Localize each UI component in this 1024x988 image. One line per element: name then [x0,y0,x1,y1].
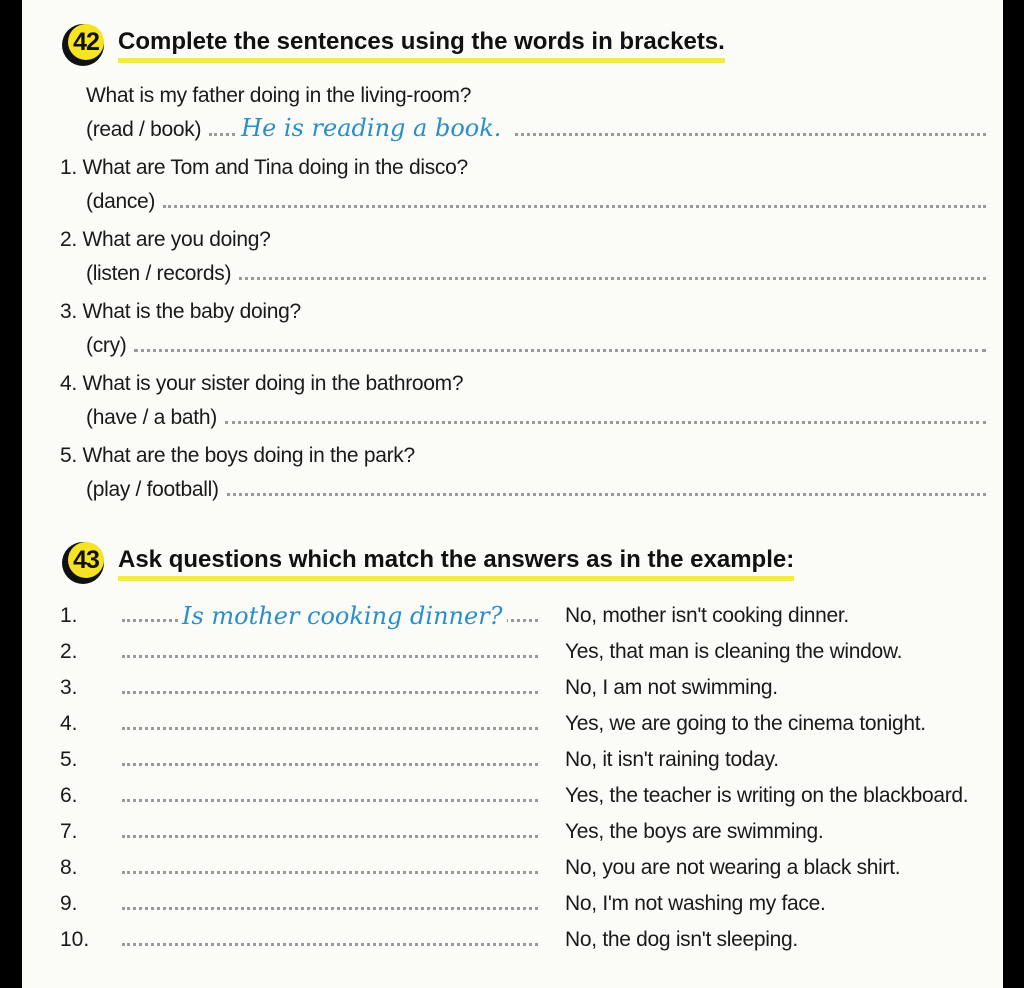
qa-number: 10. [60,928,90,951]
question-number: 1. [60,156,77,179]
exercise-42-title: Complete the sentences using the words in brackets. [118,28,725,63]
example-answer-row [86,112,986,142]
qa-row-2[interactable] [60,636,1000,666]
qa-row-7[interactable] [60,816,1000,846]
qa-row-4[interactable] [60,708,1000,738]
qa-answer: Yes, we are going to the cinema tonight. [565,712,926,735]
qa-blank-4[interactable] [122,727,538,730]
qa-number: 9. [60,892,78,915]
qa-answer: No, I am not swimming. [565,676,778,699]
example-question: What is my father doing in the living-room? [86,84,472,107]
exercise-42-number: 42 [68,24,104,60]
qa-blank-7[interactable] [122,835,538,838]
answer-blank-2[interactable] [239,277,986,280]
cue-1: (dance) [86,190,156,213]
qa-number: 3. [60,676,78,699]
exercise-43-number: 43 [68,542,104,578]
question-number: 3. [60,300,77,323]
example-cue: (read / book) [86,118,202,141]
worksheet-page [22,0,1003,988]
qa-row-8[interactable] [60,852,1000,882]
cue-5: (play / football) [86,478,219,501]
question-3 [60,300,301,324]
exercise-43-badge [62,542,104,584]
qa-number: 2. [60,640,78,663]
answer-blank-4[interactable] [225,421,986,424]
answer-row-4[interactable] [86,400,986,430]
qa-blank-10[interactable] [122,943,538,946]
qa-number: 1. [60,604,78,627]
qa-answer: No, mother isn't cooking dinner. [565,604,849,627]
question-text: What is the baby doing? [82,300,301,323]
question-2 [60,228,271,252]
question-number: 2. [60,228,77,251]
answer-blank-3[interactable] [134,349,986,352]
qa-answer: No, I'm not washing my face. [565,892,826,915]
qa-number: 6. [60,784,78,807]
answer-blank-1[interactable] [163,205,986,208]
answer-dots [515,133,986,136]
qa-row-9[interactable] [60,888,1000,918]
answer-row-2[interactable] [86,256,986,286]
qa-blank-2[interactable] [122,655,538,658]
qa-answer: No, the dog isn't sleeping. [565,928,798,951]
qa-number: 8. [60,856,78,879]
qa-row-3[interactable] [60,672,1000,702]
qa-answer: No, you are not wearing a black shirt. [565,856,901,879]
qa-row-1 [60,600,1000,630]
qa-number: 4. [60,712,78,735]
qa-answer: Yes, the boys are swimming. [565,820,824,843]
question-number: 4. [60,372,77,395]
question-text: What is your sister doing in the bathroom? [82,372,464,395]
answer-row-5[interactable] [86,472,986,502]
example-answer: He is reading a book. [241,114,502,142]
cue-3: (cry) [86,334,127,357]
exercise-42-badge [62,24,104,66]
qa-answer: Yes, the teacher is writing on the blackboard. [565,784,969,807]
question-1 [60,156,468,180]
cue-2: (listen / records) [86,262,232,285]
qa-blank-8[interactable] [122,871,538,874]
answer-row-3[interactable] [86,328,986,358]
answer-blank-5[interactable] [227,493,986,496]
cue-4: (have / a bath) [86,406,217,429]
question-5 [60,444,415,468]
answer-dots [209,133,235,136]
qa-blank-3[interactable] [122,691,538,694]
question-text: What are Tom and Tina doing in the disco? [82,156,468,179]
qa-blank-5[interactable] [122,763,538,766]
example-question-answer: Is mother cooking dinner? [178,602,507,630]
qa-blank-9[interactable] [122,907,538,910]
question-text: What are you doing? [82,228,271,251]
answer-row-1[interactable] [86,184,986,214]
qa-answer: No, it isn't raining today. [565,748,779,771]
question-4 [60,372,463,396]
qa-number: 7. [60,820,78,843]
exercise-43-title: Ask questions which match the answers as in the example: [118,546,794,581]
qa-number: 5. [60,748,78,771]
question-text: What are the boys doing in the park? [82,444,415,467]
qa-answer: Yes, that man is cleaning the window. [565,640,903,663]
exercise-43-header [52,536,952,588]
exercise-42-header [52,18,952,70]
qa-row-6[interactable] [60,780,1000,810]
qa-blank-6[interactable] [122,799,538,802]
question-number: 5. [60,444,77,467]
qa-row-10[interactable] [60,924,1000,954]
qa-row-5[interactable] [60,744,1000,774]
